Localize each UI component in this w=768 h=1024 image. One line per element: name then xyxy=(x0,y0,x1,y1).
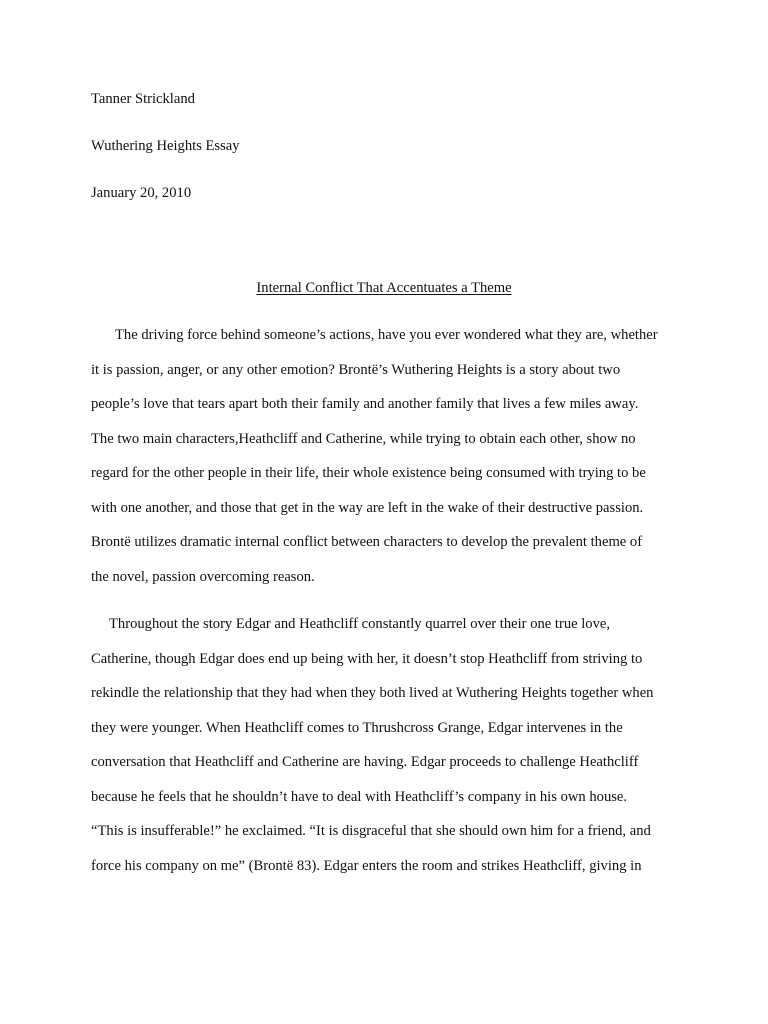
paragraph-line: Throughout the story Edgar and Heathcliff constantly quarrel over their one true love, xyxy=(109,616,611,632)
paragraph-line: rekindle the relationship that they had when they both lived at Wuthering Heights together when xyxy=(91,685,654,701)
essay-course: Wuthering Heights Essay xyxy=(91,138,240,154)
paragraph-line: people’s love that tears apart both their family and another family that lives a few miles away. xyxy=(91,396,639,412)
essay-title-container xyxy=(0,278,768,298)
paragraph-line: Brontë utilizes dramatic internal conflict between characters to develop the prevalent theme of xyxy=(91,534,643,550)
essay-title: Internal Conflict That Accentuates a Theme xyxy=(256,280,512,296)
author-name: Tanner Strickland xyxy=(91,91,195,107)
paragraph-line: the novel, passion overcoming reason. xyxy=(91,568,315,585)
paragraph-line: regard for the other people in their life, their whole existence being consumed with trying to be xyxy=(91,465,646,481)
paragraph-line: The driving force behind someone’s actions, have you ever wondered what they are, whether xyxy=(115,327,658,343)
paragraph-line: with one another, and those that get in the way are left in the wake of their destructive passion. xyxy=(91,499,644,516)
paragraph-1 xyxy=(91,325,691,601)
paragraph-line: force his company on me” (Brontë 83). Edgar enters the room and strikes Heathcliff, giving in xyxy=(91,857,642,874)
paragraph-line: it is passion, anger, or any other emotion? Brontë’s Wuthering Heights is a story about two xyxy=(91,361,621,378)
paragraph-2 xyxy=(91,614,691,890)
paragraph-line: because he feels that he shouldn’t have to deal with Heathcliff’s company in his own house. xyxy=(91,788,628,805)
paragraph-line: they were younger. When Heathcliff comes to Thrushcross Grange, Edgar intervenes in the xyxy=(91,719,623,736)
paragraph-line: Catherine, though Edgar does end up being with her, it doesn’t stop Heathcliff from striving to xyxy=(91,650,643,667)
paragraph-line: conversation that Heathcliff and Catherine are having. Edgar proceeds to challenge Heathcliff xyxy=(91,754,639,770)
paragraph-line: “This is insufferable!” he exclaimed. “It is disgraceful that she should own him for a friend, and xyxy=(91,823,651,839)
essay-date: January 20, 2010 xyxy=(91,185,192,201)
paragraph-line: The two main characters,Heathcliff and Catherine, while trying to obtain each other, show no xyxy=(91,430,636,447)
